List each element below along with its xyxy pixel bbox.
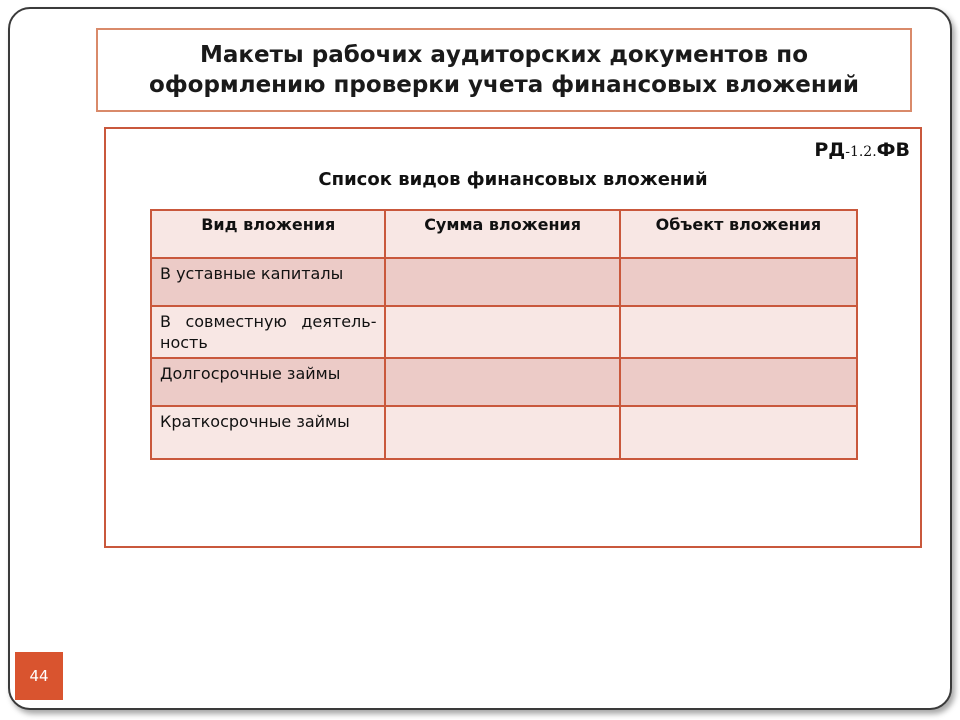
document-code-suffix: ФВ (876, 139, 910, 161)
page-number-badge (15, 652, 63, 700)
document-form (104, 127, 922, 548)
header-investment-amount: Сумма вложения (385, 210, 619, 258)
document-code-number: -1.2. (845, 144, 877, 160)
cell-investment-object (620, 406, 857, 459)
page-number: 44 (29, 667, 49, 685)
table-row (151, 358, 857, 406)
header-investment-object: Объект вложения (620, 210, 857, 258)
cell-investment-object (620, 358, 857, 406)
table-row (151, 258, 857, 306)
cell-investment-amount (385, 358, 619, 406)
header-investment-type: Вид вложения (151, 210, 385, 258)
slide-title (149, 40, 859, 100)
document-subtitle: Список видов финансовых вложений (318, 169, 708, 190)
cell-investment-type: В уставные капиталы (151, 258, 385, 306)
slide-title-line1: Макеты рабочих аудиторских документов по (199, 42, 808, 68)
cell-investment-type: В совместную деятель-ность (151, 306, 385, 358)
cell-investment-object (620, 306, 857, 358)
slide-title-line2: оформлению проверки учета финансовых вложений (149, 72, 859, 98)
cell-investment-amount (385, 258, 619, 306)
table-header-row (151, 210, 857, 258)
cell-investment-object (620, 258, 857, 306)
table-row (151, 406, 857, 459)
document-code (814, 139, 910, 161)
investments-table (150, 209, 858, 460)
table-row (151, 306, 857, 358)
document-code-prefix: РД (814, 139, 846, 161)
cell-investment-amount (385, 306, 619, 358)
slide-title-box (96, 28, 912, 112)
cell-investment-type: Долгосрочные займы (151, 358, 385, 406)
cell-investment-type: Краткосрочные займы (151, 406, 385, 459)
cell-investment-amount (385, 406, 619, 459)
